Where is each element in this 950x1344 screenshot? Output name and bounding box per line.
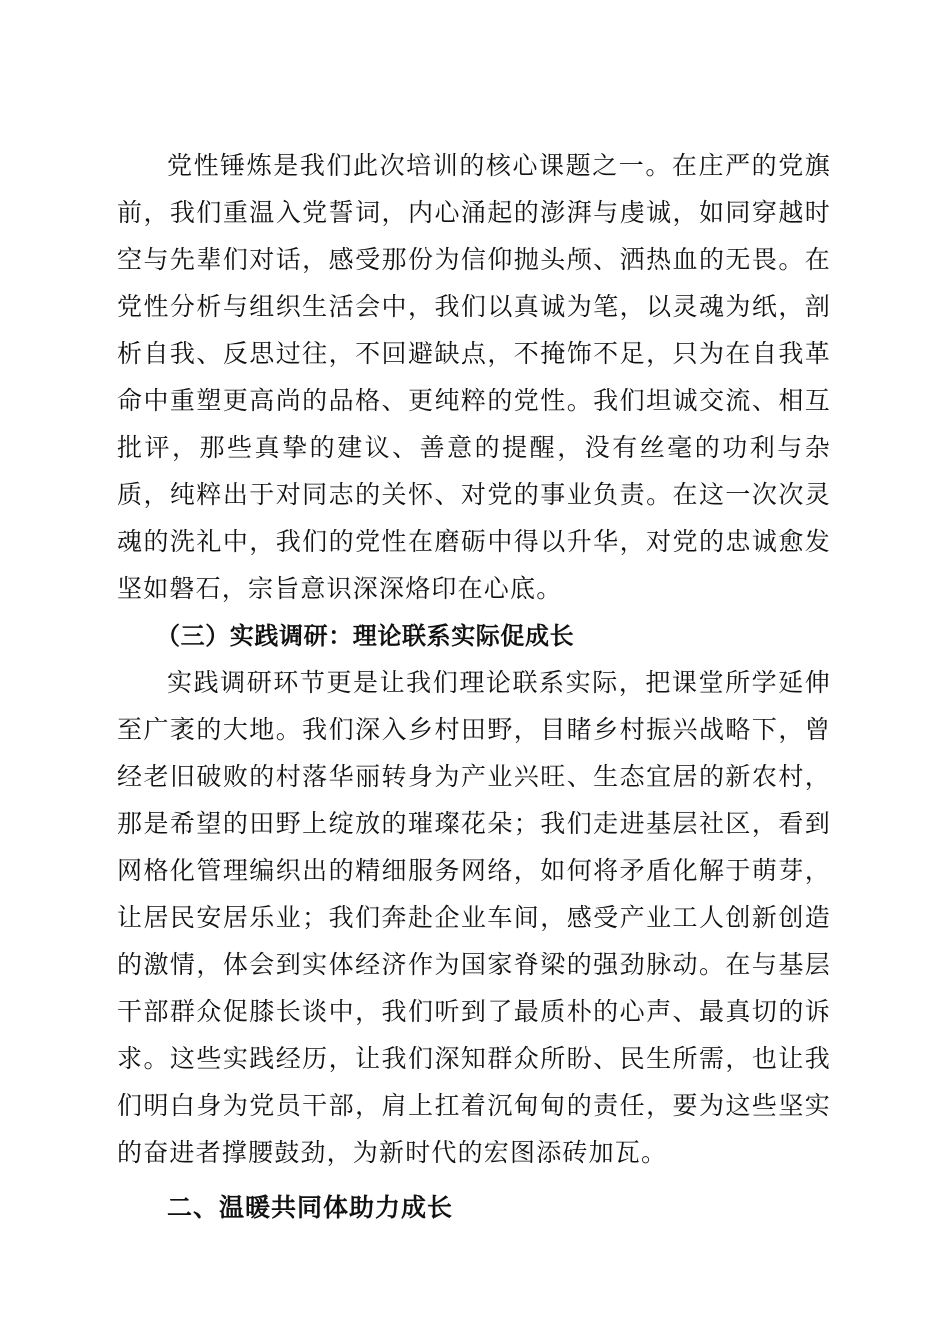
- paragraph-practice-research: 实践调研环节更是让我们理论联系实际，把课堂所学延伸至广袤的大地。我们深入乡村田野，目睹乡村振兴战略下，曾经老旧破败的村落华丽转身为产业兴旺、生态宜居的新农村，那是希望的田野上绽放的璀璨花朵；我们走进基层社区，看到网格化管理编织出的精细服务网络，如何将矛盾化解于萌芽，让居民安居乐业；我们奔赴企业车间，感受产业工人创新创造的激情，体会到实体经济作为国家脊梁的强劲脉动。在与基层干部群众促膝长谈中，我们听到了最质朴的心声、最真切的诉求。这些实践经历，让我们深知群众所盼、民生所需，也让我们明白身为党员干部，肩上扛着沉甸甸的责任，要为这些坚实的奋进者撑腰鼓劲，为新时代的宏图添砖加瓦。: [117, 668, 831, 1167]
- document-body: [117, 142, 831, 1231]
- subheading-practice-research: （三）实践调研：理论联系实际促成长: [156, 621, 575, 650]
- section-heading-warm-community: 二、温暖共同体助力成长: [167, 1193, 454, 1222]
- paragraph-party-spirit: 党性锤炼是我们此次培训的核心课题之一。在庄严的党旗前，我们重温入党誓词，内心涌起的澎湃与虔诚，如同穿越时空与先辈们对话，感受那份为信仰抛头颅、洒热血的无畏。在党性分析与组织生活会中，我们以真诚为笔，以灵魂为纸，剖析自我、反思过往，不回避缺点，不掩饰不足，只为在自我革命中重塑更高尚的品格、更纯粹的党性。我们坦诚交流、相互批评，那些真挚的建议、善意的提醒，没有丝毫的功利与杂质，纯粹出于对同志的关怀、对党的事业负责。在这一次次灵魂的洗礼中，我们的党性在磨砺中得以升华，对党的忠诚愈发坚如磐石，宗旨意识深深烙印在心底。: [117, 151, 831, 603]
